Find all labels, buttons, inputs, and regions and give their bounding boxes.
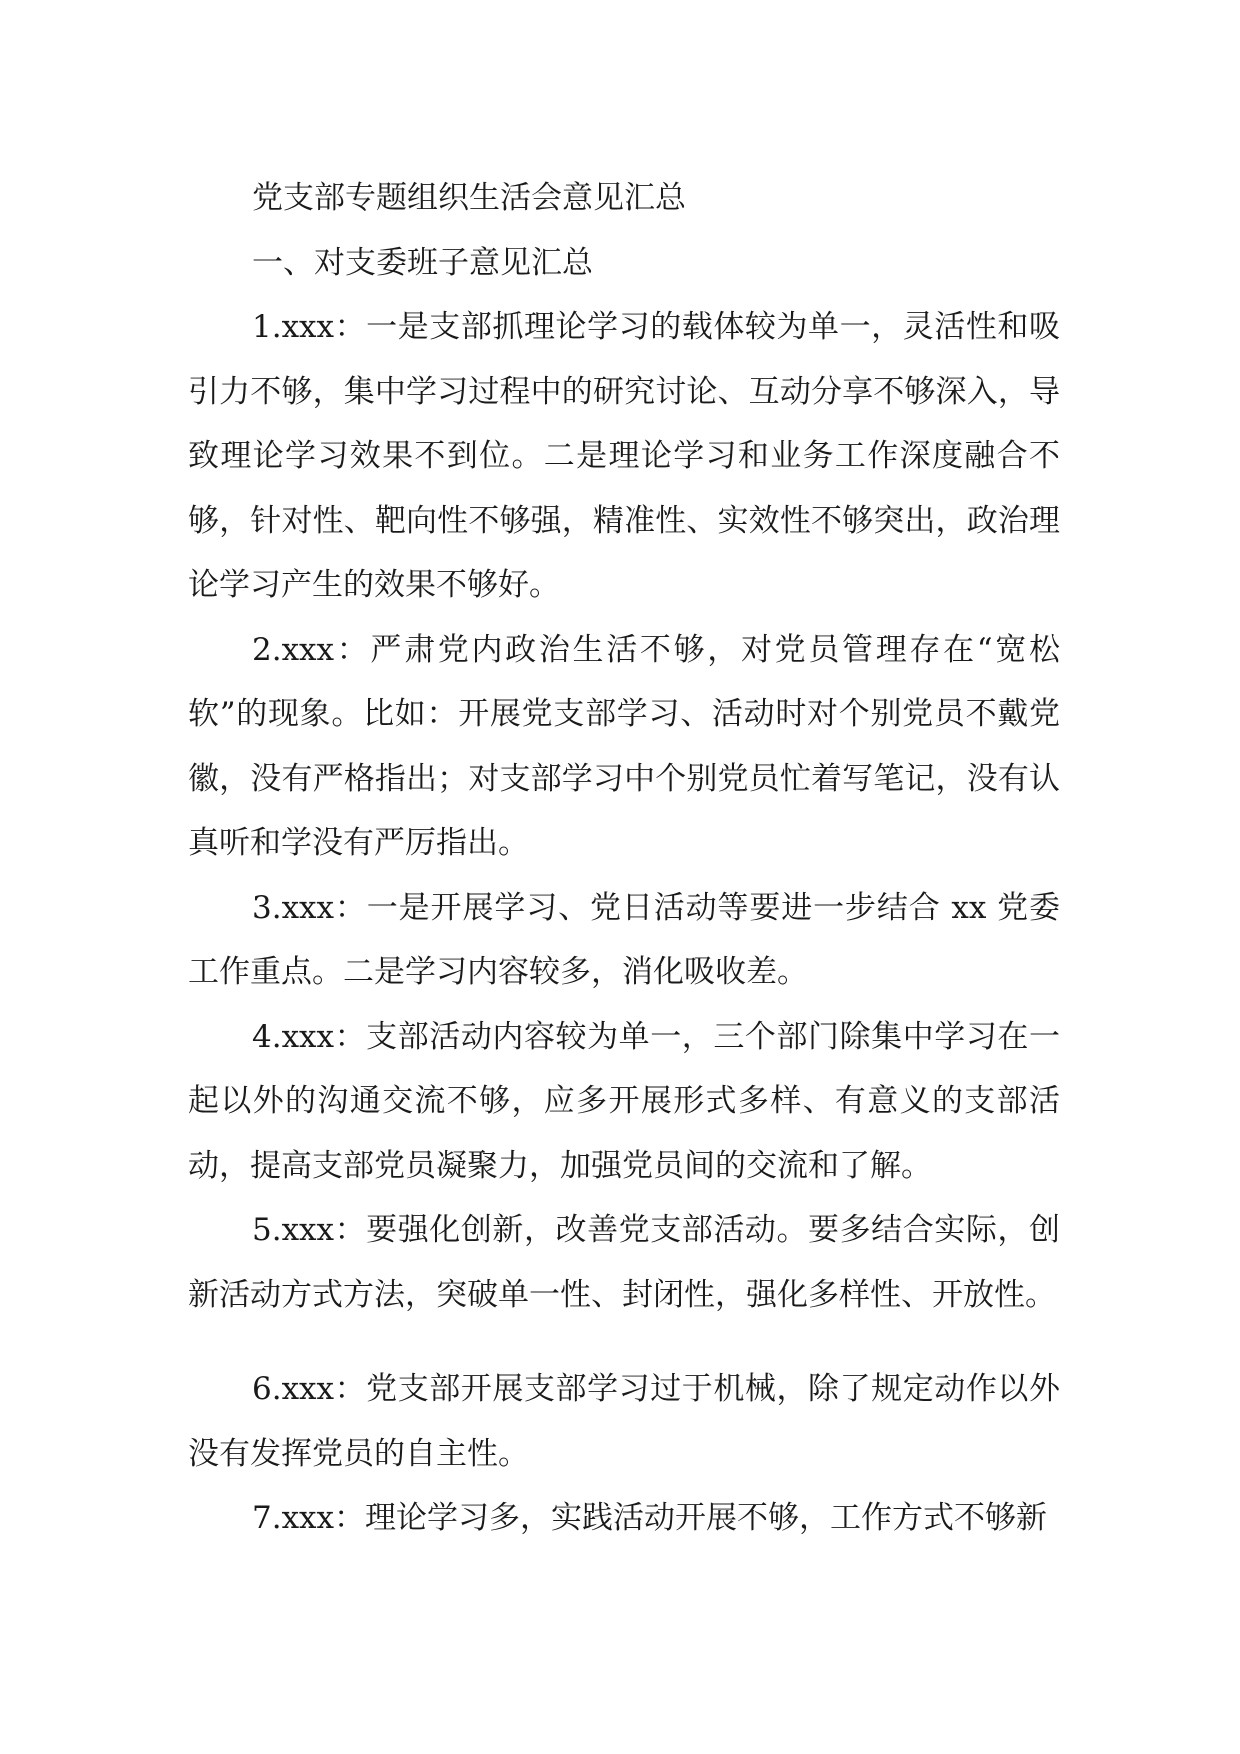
- paragraph-5: 5.xxx：要强化创新，改善党支部活动。要多结合实际，创新活动方式方法，突破单一性、封闭性，强化多样性、开放性。: [188, 1212, 1060, 1313]
- paragraph-6: 6.xxx：党支部开展支部学习过于机械，除了规定动作以外没有发挥党员的自主性。: [188, 1371, 1060, 1472]
- paragraph-4: 4.xxx：支部活动内容较为单一，三个部门除集中学习在一起以外的沟通交流不够，应多开展形式多样、有意义的支部活动，提高支部党员凝聚力，加强党员间的交流和了解。: [188, 1018, 1060, 1184]
- document-title: 党支部专题组织生活会意见汇总: [252, 180, 686, 216]
- paragraph-1: 1.xxx：一是支部抓理论学习的载体较为单一，灵活性和吸引力不够，集中学习过程中的研究讨论、互动分享不够深入，导致理论学习效果不到位。二是理论学习和业务工作深度融合不够，针对性、靶向性不够强，精准性、实效性不够突出，政治理论学习产生的效果不够好。: [188, 309, 1060, 603]
- section-heading: 一、对支委班子意见汇总: [252, 244, 593, 281]
- paragraph-3: 3.xxx：一是开展学习、党日活动等要进一步结合 xx 党委工作重点。二是学习内容较多，消化吸收差。: [188, 889, 1060, 990]
- document-body: [188, 166, 1060, 1551]
- paragraph-2: 2.xxx：严肃党内政治生活不够，对党员管理存在“宽松软”的现象。比如：开展党支部学习、活动时对个别党员不戴党徽，没有严格指出；对支部学习中个别党员忙着写笔记，没有认真听和学没有严厉指出。: [188, 631, 1060, 861]
- paragraph-7: 7.xxx：理论学习多，实践活动开展不够，工作方式不够新: [252, 1500, 1048, 1536]
